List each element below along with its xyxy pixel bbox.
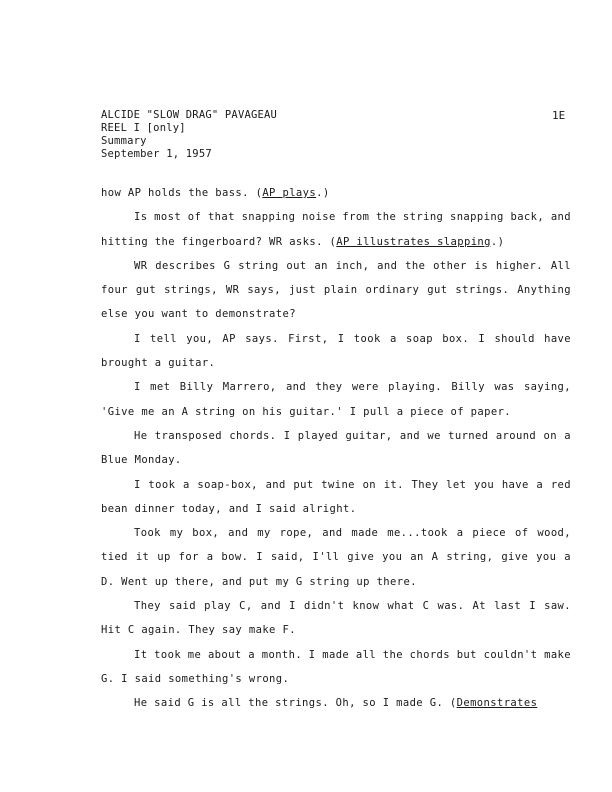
document-header — [101, 109, 277, 161]
paragraph — [101, 424, 571, 473]
paragraph-text: They said play C, and I didn't know what C was. At last I saw. Hit C again. They say make F. — [101, 600, 571, 637]
document-body — [101, 181, 571, 716]
header-date: September 1, 1957 — [101, 148, 212, 160]
paragraph — [101, 327, 571, 376]
header-title: ALCIDE "SLOW DRAG" PAVAGEAU — [101, 109, 278, 121]
underlined-text: AP illustrates slapping — [336, 235, 491, 248]
header-reel: REEL I [only] — [101, 122, 186, 134]
paragraph-text: Took my box, and my rope, and made me...took a piece of wood, tied it up for a bow. I said, I'll give you an A string, give you a D. Went up there, and put my G string up there. — [101, 527, 571, 588]
paragraph-text: how AP holds the bass. ( — [101, 187, 263, 199]
paragraph-tail: .) — [490, 235, 505, 248]
header-type: Summary — [101, 135, 147, 147]
paragraph-text: It took me about a month. I made all the chords but couldn't make G. I said something's wrong. — [101, 648, 571, 685]
paragraph-text: WR describes G string out an inch, and the other is higher. All four gut strings, WR says, just plain ordinary gut strings. Anything else you want to demonstrate? — [101, 259, 571, 321]
paragraph — [101, 594, 571, 643]
paragraph-text: I took a soap-box, and put twine on it. They let you have a red bean dinner today, and I said alright. — [101, 478, 571, 515]
page-number: 1E — [552, 109, 566, 122]
paragraph-tail: .) — [316, 187, 330, 199]
paragraph-text: I met Billy Marrero, and they were playing. Billy was saying, 'Give me an A string on his guitar.' I pull a piece of paper. — [101, 381, 571, 418]
paragraph — [101, 521, 571, 594]
underlined-text: AP plays — [262, 187, 317, 199]
paragraph — [101, 473, 571, 522]
paragraph-text: He transposed chords. I played guitar, and we turned around on a Blue Monday. — [101, 429, 571, 467]
paragraph — [101, 181, 571, 205]
paragraph — [101, 205, 571, 254]
paragraph-text: I tell you, AP says. First, I took a soap box. I should have brought a guitar. — [101, 332, 571, 370]
paragraph-text: Is most of that snapping noise from the string snapping back, and hitting the fingerboard? WR asks. ( — [101, 211, 571, 248]
paragraph — [101, 375, 571, 424]
paragraph — [101, 691, 571, 715]
underlined-text: Demonstrates — [456, 697, 538, 710]
paragraph — [101, 643, 571, 692]
paragraph-text: He said G is all the strings. Oh, so I made G. ( — [134, 697, 457, 710]
paragraph — [101, 254, 571, 327]
